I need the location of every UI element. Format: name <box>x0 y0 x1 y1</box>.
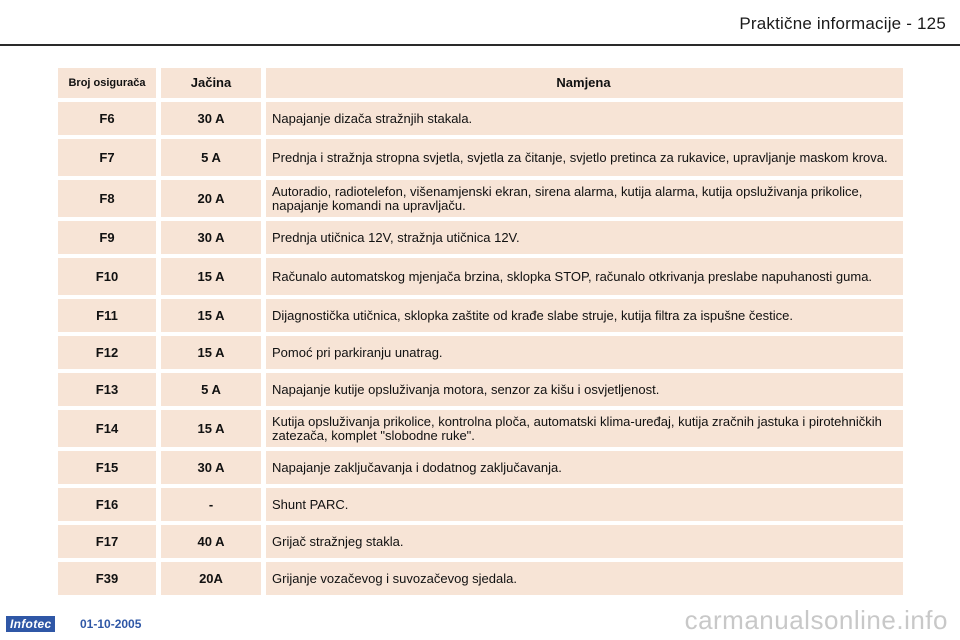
fuse-amperage: 30 A <box>161 102 261 135</box>
fuse-number: F12 <box>58 336 156 369</box>
fuse-number: F8 <box>58 180 156 217</box>
fuse-amperage: 15 A <box>161 258 261 295</box>
fuse-number: F7 <box>58 139 156 176</box>
table-row <box>58 299 903 332</box>
fuse-table <box>58 68 903 595</box>
fuse-number: F11 <box>58 299 156 332</box>
fuse-amperage: - <box>161 488 261 521</box>
fuse-purpose: Grijanje vozačevog i suvozačevog sjedala. <box>266 562 903 595</box>
fuse-purpose: Napajanje kutije opsluživanja motora, senzor za kišu i osvjetljenost. <box>266 373 903 406</box>
fuse-number: F14 <box>58 410 156 447</box>
fuse-purpose: Prednja utičnica 12V, stražnja utičnica 12V. <box>266 221 903 254</box>
table-row <box>58 180 903 217</box>
fuse-amperage: 15 A <box>161 299 261 332</box>
table-row <box>58 139 903 176</box>
fuse-purpose: Autoradio, radiotelefon, višenamjenski ekran, sirena alarma, kutija alarma, kutija opsluživanja prikolice, napajanje komandi na upravljaču. <box>266 180 903 217</box>
fuse-purpose: Prednja i stražnja stropna svjetla, svjetla za čitanje, svjetlo pretinca za rukavice, upravljanje maskom krova. <box>266 139 903 176</box>
table-header-row <box>58 68 903 98</box>
header-rule <box>0 44 960 46</box>
fuse-amperage: 30 A <box>161 221 261 254</box>
fuse-amperage: 15 A <box>161 336 261 369</box>
fuse-number: F17 <box>58 525 156 558</box>
fuse-amperage: 20A <box>161 562 261 595</box>
page-title: Praktične informacije - 125 <box>739 14 946 33</box>
table-row <box>58 221 903 254</box>
table-row <box>58 562 903 595</box>
fuse-amperage: 5 A <box>161 139 261 176</box>
footer-date: 01-10-2005 <box>80 617 142 631</box>
fuse-purpose: Napajanje zaključavanja i dodatnog zaključavanja. <box>266 451 903 484</box>
fuse-purpose: Shunt PARC. <box>266 488 903 521</box>
fuse-amperage: 5 A <box>161 373 261 406</box>
fuse-number: F13 <box>58 373 156 406</box>
fuse-number: F16 <box>58 488 156 521</box>
fuse-purpose: Dijagnostička utičnica, sklopka zaštite od krađe slabe struje, kutija filtra za ispušne čestice. <box>266 299 903 332</box>
table-row <box>58 525 903 558</box>
table-row <box>58 258 903 295</box>
fuse-amperage: 40 A <box>161 525 261 558</box>
header-amperage: Jačina <box>161 68 261 98</box>
fuse-number: F15 <box>58 451 156 484</box>
table-row <box>58 373 903 406</box>
fuse-purpose: Pomoć pri parkiranju unatrag. <box>266 336 903 369</box>
header-purpose: Namjena <box>266 68 903 98</box>
table-row <box>58 410 903 447</box>
fuse-number: F6 <box>58 102 156 135</box>
fuse-purpose: Napajanje dizača stražnjih stakala. <box>266 102 903 135</box>
fuse-number: F9 <box>58 221 156 254</box>
fuse-purpose: Računalo automatskog mjenjača brzina, sklopka STOP, računalo otkrivanja preslabe napuhanosti guma. <box>266 258 903 295</box>
fuse-purpose: Kutija opsluživanja prikolice, kontrolna ploča, automatski klima-uređaj, kutija zračnih jastuka i pirotehničkih zatezača, komplet "slobodne ruke". <box>266 410 903 447</box>
fuse-purpose: Grijač stražnjeg stakla. <box>266 525 903 558</box>
watermark: carmanualsonline.info <box>684 605 948 635</box>
fuse-amperage: 20 A <box>161 180 261 217</box>
fuse-number: F39 <box>58 562 156 595</box>
header-fuse-number: Broj osigurača <box>58 68 156 98</box>
table-row <box>58 102 903 135</box>
fuse-amperage: 15 A <box>161 410 261 447</box>
table-row <box>58 488 903 521</box>
table-row <box>58 451 903 484</box>
table-row <box>58 336 903 369</box>
fuse-amperage: 30 A <box>161 451 261 484</box>
infotec-logo: Infotec <box>6 616 55 632</box>
fuse-number: F10 <box>58 258 156 295</box>
